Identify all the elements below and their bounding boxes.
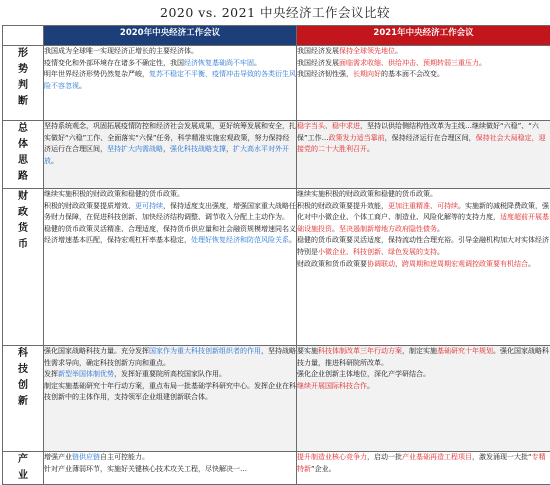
body-text: 。 <box>395 47 402 55</box>
category-label: 总 体 思 路 <box>3 121 44 189</box>
body-text: ，启动一批 <box>367 453 402 461</box>
rows-3-c2021-paragraph <box>297 346 550 369</box>
highlight-text: 协调联动 <box>367 260 395 268</box>
highlight-text: 新型举国体制优势 <box>58 370 114 378</box>
rows-2-c2021-paragraph <box>297 259 550 271</box>
body-text: 增强产业 <box>44 453 72 461</box>
body-text: 我国成为全球唯一实现经济正增长的主要经济体。 <box>44 47 198 55</box>
table-row <box>3 452 550 485</box>
corner-cell <box>3 26 44 46</box>
body-text: ，制定实施 <box>402 347 437 355</box>
highlight-text: 政策发力适当靠前 <box>329 134 385 142</box>
body-text: 积极的财政政策要提升效能， <box>297 202 388 210</box>
highlight-text: 小微企业、科技创新、绿色发展的支持 <box>318 248 437 256</box>
cell-2021 <box>297 121 550 189</box>
highlight-text: 复苏不稳定不平衡，疫情冲击导致的各类衍生风险不容忽视 <box>44 70 296 90</box>
body-text: 。强化国家战略科技力量，推进科研院所改革。 <box>297 347 549 367</box>
body-text: ，保持经济运行在合理区间， <box>385 134 476 142</box>
category-label: 形 势 判 断 <box>3 46 44 121</box>
table-row <box>3 346 550 452</box>
rows-3-c2021-paragraph <box>297 381 550 393</box>
body-text: 自主可控能力。 <box>100 453 149 461</box>
body-text: ，激发涌现一大批“ <box>472 453 532 461</box>
body-text: ， <box>395 260 402 268</box>
body-text: 。实施新的减税降费政策，强化对中小微企业、个体工商户、制造业、风险化解等的支持力度， <box>297 202 549 222</box>
rows-3-c2020-paragraph <box>44 346 296 369</box>
rows-0-c2021-paragraph <box>297 46 550 58</box>
highlight-text: 提升制造业核心竞争力 <box>297 453 367 461</box>
rows-0-c2020-paragraph <box>44 46 296 58</box>
body-text: 。 <box>254 59 261 67</box>
highlight-text: 面临需求收缩、供给冲击、预期转弱三重压力 <box>339 59 479 67</box>
comparison-table <box>2 25 550 485</box>
body-text: ， <box>163 145 170 153</box>
highlight-text: 长期向好 <box>353 70 381 78</box>
cell-2021 <box>297 46 550 121</box>
body-text: 发挥 <box>44 370 58 378</box>
highlight-text: 保持全球领先地位 <box>339 47 395 55</box>
category-label: 财 政 货 币 <box>3 189 44 346</box>
cell-2020 <box>44 46 297 121</box>
highlight-text: 稳字当头、稳中求进 <box>297 122 360 130</box>
body-text: 针对产业薄弱环节，实施好关键核心技术攻关工程，尽快解决一… <box>44 465 247 473</box>
rows-3-c2020-paragraph <box>44 369 296 381</box>
cell-2020 <box>44 189 297 346</box>
rows-1-c2021-paragraph <box>297 121 550 156</box>
body-text: ”企业。 <box>311 465 336 473</box>
body-text: 。 <box>437 248 444 256</box>
highlight-text: 处理好恢复经济和防范风险关系 <box>191 236 289 244</box>
highlight-text: 坚决遏制新增地方政府隐性债务 <box>339 225 437 233</box>
body-text: 我国经济韧性强， <box>297 70 353 78</box>
body-text: 明年世界经济形势仍然复杂严峻， <box>44 70 149 78</box>
rows-4-c2021-paragraph <box>297 452 550 475</box>
highlight-text: 跨周期和逆周期宏观调控政策要有机结合 <box>402 260 528 268</box>
rows-0-c2020-paragraph <box>44 58 296 70</box>
header-2020: 2020年中央经济工作会议 <box>44 26 297 46</box>
body-text: 。 <box>367 145 374 153</box>
body-text: 我国经济发展 <box>297 47 339 55</box>
highlight-text: 基础研究十年规划 <box>437 347 493 355</box>
body-text: 。 <box>479 59 486 67</box>
category-label: 科 技 创 新 <box>3 346 44 452</box>
header-row <box>3 26 550 46</box>
body-text: 财政政策和货币政策要 <box>297 260 367 268</box>
highlight-text: 链供应链 <box>72 453 100 461</box>
highlight-text: 经济恢复基础尚不牢固 <box>184 59 254 67</box>
category-label: 产 业 <box>3 452 44 485</box>
body-text: 继续实施积极的财政政策和稳健的货币政策。 <box>297 190 437 198</box>
highlight-text: 强化科技战略支撑 <box>170 145 226 153</box>
cell-2021 <box>297 452 550 485</box>
rows-2-c2020-paragraph <box>44 224 296 247</box>
page-title: 2020 vs. 2021 中央经济工作会议比较 <box>0 0 550 25</box>
body-text: 我国经济发展 <box>297 59 339 67</box>
rows-3-c2020-paragraph <box>44 381 296 404</box>
table-row <box>3 189 550 346</box>
body-text: 继续实施积极的财政政策和稳健的货币政策。 <box>44 190 184 198</box>
body-text: 制定实施基础研究十年行动方案，重点布局一批基础学科研究中心。发挥企业在科技创新中的主体作用，支持领军企业组建创新联合体。 <box>44 382 296 402</box>
highlight-text: 继续开展国际科技合作 <box>297 382 367 390</box>
highlight-text: 科技体制改革三年行动方案 <box>318 347 402 355</box>
highlight-text: 专精特新 <box>297 453 546 473</box>
body-text: 。 <box>528 260 535 268</box>
header-2021: 2021年中央经济工作会议 <box>297 26 550 46</box>
highlight-text: 更可持续 <box>135 202 163 210</box>
cell-2021 <box>297 346 550 452</box>
cell-2021 <box>297 189 550 346</box>
body-text: 。 <box>367 382 374 390</box>
highlight-text: 保持社会大局稳定，迎接党的二十大胜利召开 <box>297 134 546 154</box>
rows-4-c2020-paragraph <box>44 464 296 476</box>
highlight-text: 更加注重精准、可持续 <box>388 202 458 210</box>
rows-0-c2021-paragraph <box>297 69 550 81</box>
cell-2020 <box>44 452 297 485</box>
rows-2-c2020-paragraph <box>44 189 296 201</box>
table-row <box>3 46 550 121</box>
body-text: 疫情变化和外部环境存在诸多不确定性，我国 <box>44 59 184 67</box>
rows-2-c2020-paragraph <box>44 201 296 224</box>
rows-2-c2021-paragraph <box>297 235 550 258</box>
body-text: 积极的财政政策要提质增效、 <box>44 202 135 210</box>
rows-2-c2021-paragraph <box>297 201 550 236</box>
highlight-text: 扩大高水平对外开放 <box>44 145 289 165</box>
rows-3-c2021-paragraph <box>297 369 550 381</box>
highlight-text: 坚持扩大内需战略 <box>107 145 163 153</box>
body-text: ，保持适度支出强度，增强国家重大战略任务财力保障，在促进科技创新、加快经济结构调整、调节收入分配上主动作为。 <box>44 202 296 222</box>
body-text: ，坚持以供给侧结构性改革为主线…继续做好“六稳”、“六保”工作… <box>297 122 539 142</box>
table-row <box>3 121 550 189</box>
body-text: 坚持系统观念，巩固拓展疫情防控和经济社会发展成果，更好统筹发展和安全，扎实做好“六稳”工作、全面落实“六保”任务，科学精准实施宏观政策，努力保持经济运行在合理区间， <box>44 122 296 153</box>
body-text: 要实施 <box>297 347 318 355</box>
body-text: ， <box>226 145 233 153</box>
rows-1-c2020-paragraph <box>44 121 296 167</box>
body-text: 强化国家战略科技力量。充分发挥 <box>44 347 149 355</box>
rows-0-c2020-paragraph <box>44 69 296 92</box>
body-text: 。 <box>437 225 444 233</box>
body-text: 。 <box>51 157 58 165</box>
highlight-text: 国家作为重大科技创新组织者的作用 <box>149 347 261 355</box>
body-text: 。 <box>79 82 86 90</box>
rows-2-c2021-paragraph <box>297 189 550 201</box>
rows-0-c2021-paragraph <box>297 58 550 70</box>
body-text: ，发挥好重要院所高校国家队作用。 <box>114 370 226 378</box>
cell-2020 <box>44 346 297 452</box>
body-text: ，坚持战略性需求导向，确定科技创新方向和重点。 <box>44 347 296 367</box>
rows-4-c2020-paragraph <box>44 452 296 464</box>
body-text: 。 <box>289 236 296 244</box>
highlight-text: 适度超前开展基础设施投资 <box>297 213 549 233</box>
body-text: 强化企业创新主体地位，深化产学研结合。 <box>297 370 430 378</box>
highlight-text: 产业基础再造工程项目 <box>402 453 472 461</box>
body-text: 稳健的货币政策要灵活适度，保持流动性合理充裕。引导金融机构加大对实体经济特别是 <box>297 236 549 256</box>
cell-2020 <box>44 121 297 189</box>
body-text: 的基本面不会改变。 <box>381 70 444 78</box>
body-text: 。 <box>332 225 339 233</box>
body-text: 稳健的货币政策灵活精准、合理适度，保持货币供应量和社会融资规模增速同名义经济增速基本匹配，保持宏观杠杆率基本稳定， <box>44 225 296 245</box>
